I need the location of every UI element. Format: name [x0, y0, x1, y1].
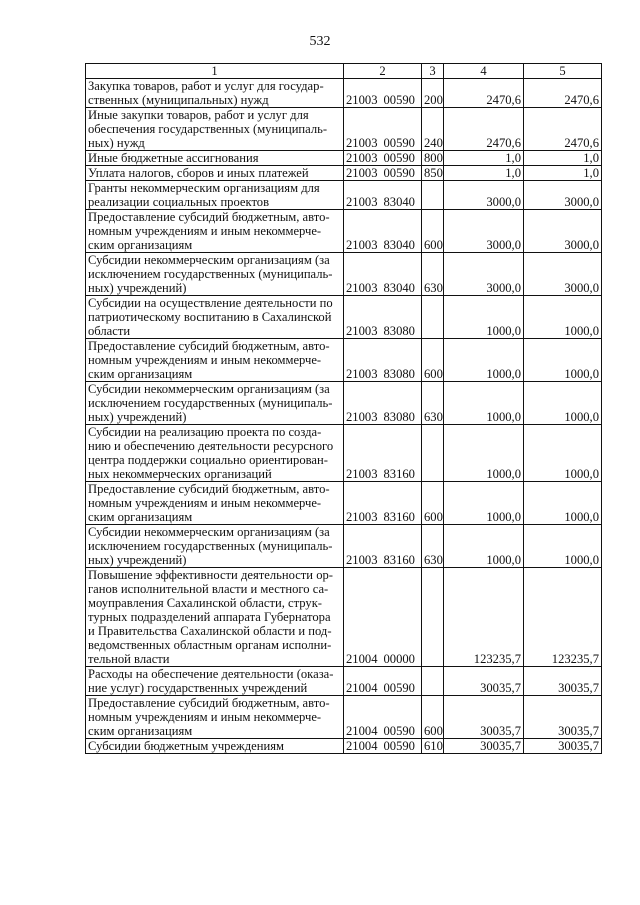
sum-col4-cell: 1000,0 — [444, 296, 524, 339]
expense-name-cell — [86, 667, 344, 696]
sum-col4-cell: 123235,7 — [444, 568, 524, 667]
sum-col4-cell: 3000,0 — [444, 210, 524, 253]
expense-name-cell — [86, 696, 344, 739]
table-row — [86, 181, 602, 210]
sum-col4-cell: 2470,6 — [444, 79, 524, 108]
expense-name-line: ных) учреждений) — [88, 553, 187, 567]
expense-name-cell — [86, 482, 344, 525]
sum-col5-cell: 1,0 — [524, 166, 602, 181]
target-article-cell — [344, 210, 422, 253]
expense-type-cell: 850 — [422, 166, 444, 181]
target-article-cell — [344, 525, 422, 568]
expense-name-line: Предоставление субсидий бюджетным, авто- — [88, 696, 330, 710]
expense-type-cell — [422, 425, 444, 482]
target-article-direction: 83160 — [383, 467, 415, 481]
table-row — [86, 253, 602, 296]
table-row — [86, 525, 602, 568]
expense-name-cell — [86, 382, 344, 425]
table-row — [86, 79, 602, 108]
table-row — [86, 425, 602, 482]
sum-col4-cell: 1000,0 — [444, 339, 524, 382]
target-article-direction: 83080 — [383, 324, 415, 338]
expense-name-line: ных) учреждений) — [88, 281, 187, 295]
expense-name-line: Субсидии некоммерческим организациям (за — [88, 525, 330, 539]
sum-col5-cell: 2470,6 — [524, 108, 602, 151]
sum-col4-cell: 2470,6 — [444, 108, 524, 151]
target-article-program: 21003 — [346, 367, 378, 381]
column-header: 5 — [524, 64, 602, 79]
target-article-program: 21003 — [346, 195, 378, 209]
expense-type-cell: 600 — [422, 696, 444, 739]
expense-name-line: области — [88, 324, 131, 338]
expense-name-line: ведомственных областным органам исполни- — [88, 638, 332, 652]
target-article-program: 21003 — [346, 93, 378, 107]
target-article-direction: 00590 — [383, 151, 415, 165]
column-header: 3 — [422, 64, 444, 79]
table-row — [86, 568, 602, 667]
expense-name-line: Иные бюджетные ассигнования — [88, 151, 259, 165]
expense-name-line: ственных (муниципальных) нужд — [88, 93, 269, 107]
target-article-cell — [344, 296, 422, 339]
table-row — [86, 667, 602, 696]
expense-type-cell — [422, 667, 444, 696]
column-header: 1 — [86, 64, 344, 79]
expense-name-line: Субсидии некоммерческим организациям (за — [88, 382, 330, 396]
sum-col5-cell: 1000,0 — [524, 296, 602, 339]
expense-type-cell: 600 — [422, 482, 444, 525]
table-row — [86, 108, 602, 151]
expense-type-cell — [422, 181, 444, 210]
sum-col4-cell: 1000,0 — [444, 525, 524, 568]
expense-name-line: номным учреждениям и иным некоммерче- — [88, 710, 322, 724]
expense-name-line: Предоставление субсидий бюджетным, авто- — [88, 482, 330, 496]
expense-name-line: Предоставление субсидий бюджетным, авто- — [88, 210, 330, 224]
sum-col5-cell: 123235,7 — [524, 568, 602, 667]
expense-name-cell — [86, 525, 344, 568]
expense-name-line: номным учреждениям и иным некоммерче- — [88, 353, 322, 367]
target-article-cell — [344, 166, 422, 181]
target-article-direction: 00590 — [383, 166, 415, 180]
expense-name-line: обеспечения государственных (муниципаль- — [88, 122, 328, 136]
target-article-program: 21003 — [346, 324, 378, 338]
target-article-direction: 00000 — [383, 652, 415, 666]
expense-name-line: номным учреждениям и иным некоммерче- — [88, 224, 322, 238]
expense-name-line: Субсидии бюджетным учреждениям — [88, 739, 284, 753]
expense-type-cell: 800 — [422, 151, 444, 166]
target-article-program: 21003 — [346, 136, 378, 150]
target-article-cell — [344, 425, 422, 482]
sum-col4-cell: 3000,0 — [444, 181, 524, 210]
expense-name-cell — [86, 425, 344, 482]
table-row — [86, 339, 602, 382]
target-article-cell — [344, 568, 422, 667]
target-article-cell — [344, 108, 422, 151]
table-row — [86, 166, 602, 181]
expense-name-line: Гранты некоммерческим организациям для — [88, 181, 320, 195]
target-article-direction: 83080 — [383, 410, 415, 424]
expense-name-line: ским организациям — [88, 238, 193, 252]
page-number: 532 — [309, 34, 331, 49]
target-article-direction: 83040 — [383, 195, 415, 209]
target-article-program: 21003 — [346, 151, 378, 165]
expense-name-line: патриотическому воспитанию в Сахалинской — [88, 310, 332, 324]
expense-name-line: Субсидии на осуществление деятельности по — [88, 296, 333, 310]
sum-col4-cell: 30035,7 — [444, 696, 524, 739]
target-article-direction: 83040 — [383, 281, 415, 295]
expense-name-line: ние услуг) государственных учреждений — [88, 681, 308, 695]
expense-name-line: моуправления Сахалинской области, струк- — [88, 596, 323, 610]
sum-col5-cell: 1000,0 — [524, 482, 602, 525]
sum-col5-cell: 30035,7 — [524, 696, 602, 739]
target-article-program: 21003 — [346, 410, 378, 424]
target-article-direction: 83080 — [383, 367, 415, 381]
target-article-program: 21004 — [346, 739, 378, 753]
expense-name-line: Закупка товаров, работ и услуг для государ- — [88, 79, 324, 93]
sum-col5-cell: 30035,7 — [524, 667, 602, 696]
target-article-cell — [344, 482, 422, 525]
table-row — [86, 482, 602, 525]
expense-type-cell: 600 — [422, 339, 444, 382]
target-article-program: 21003 — [346, 281, 378, 295]
expense-type-cell — [422, 568, 444, 667]
expense-name-line: исключением государственных (муниципаль- — [88, 267, 333, 281]
target-article-cell — [344, 181, 422, 210]
expense-name-line: реализации социальных проектов — [88, 195, 270, 209]
table-row — [86, 210, 602, 253]
target-article-cell — [344, 151, 422, 166]
sum-col4-cell: 3000,0 — [444, 253, 524, 296]
expense-type-cell: 630 — [422, 382, 444, 425]
sum-col5-cell: 1000,0 — [524, 425, 602, 482]
sum-col4-cell: 1,0 — [444, 151, 524, 166]
expense-name-cell — [86, 568, 344, 667]
sum-col4-cell: 1,0 — [444, 166, 524, 181]
target-article-program: 21003 — [346, 553, 378, 567]
expense-name-cell — [86, 108, 344, 151]
expense-name-line: ским организациям — [88, 724, 193, 738]
sum-col4-cell: 30035,7 — [444, 667, 524, 696]
target-article-direction: 83160 — [383, 510, 415, 524]
sum-col5-cell: 3000,0 — [524, 181, 602, 210]
target-article-direction: 83040 — [383, 238, 415, 252]
sum-col5-cell: 1,0 — [524, 151, 602, 166]
expense-name-line: ных) нужд — [88, 136, 145, 150]
expense-name-line: номным учреждениям и иным некоммерче- — [88, 496, 322, 510]
target-article-program: 21003 — [346, 467, 378, 481]
column-header: 4 — [444, 64, 524, 79]
column-header: 2 — [344, 64, 422, 79]
target-article-cell — [344, 667, 422, 696]
expense-name-cell — [86, 210, 344, 253]
table-row — [86, 151, 602, 166]
expense-name-line: ским организациям — [88, 367, 193, 381]
expense-name-cell — [86, 339, 344, 382]
expense-name-line: ганов исполнительной власти и местного са- — [88, 582, 329, 596]
expense-name-cell — [86, 79, 344, 108]
target-article-direction: 00590 — [383, 93, 415, 107]
expense-name-line: исключением государственных (муниципаль- — [88, 396, 333, 410]
target-article-cell — [344, 253, 422, 296]
expense-type-cell: 600 — [422, 210, 444, 253]
expense-name-line: турных подразделений аппарата Губернатора — [88, 610, 331, 624]
sum-col4-cell: 30035,7 — [444, 739, 524, 754]
sum-col5-cell: 1000,0 — [524, 339, 602, 382]
sum-col5-cell: 30035,7 — [524, 739, 602, 754]
expense-name-line: и Правительства Сахалинской области и под- — [88, 624, 332, 638]
expense-name-cell — [86, 739, 344, 754]
sum-col5-cell: 1000,0 — [524, 525, 602, 568]
expense-name-line: исключением государственных (муниципаль- — [88, 539, 333, 553]
expense-name-line: Субсидии некоммерческим организациям (за — [88, 253, 330, 267]
expense-type-cell: 240 — [422, 108, 444, 151]
expense-name-line: Субсидии на реализацию проекта по созда- — [88, 425, 322, 439]
expense-name-cell — [86, 253, 344, 296]
target-article-direction: 00590 — [383, 739, 415, 753]
sum-col4-cell: 1000,0 — [444, 482, 524, 525]
target-article-program: 21003 — [346, 166, 378, 180]
target-article-cell — [344, 696, 422, 739]
expense-name-line: Уплата налогов, сборов и иных платежей — [88, 166, 309, 180]
expense-name-cell — [86, 151, 344, 166]
sum-col4-cell: 1000,0 — [444, 425, 524, 482]
target-article-program: 21004 — [346, 681, 378, 695]
target-article-cell — [344, 739, 422, 754]
sum-col5-cell: 3000,0 — [524, 210, 602, 253]
expense-name-line: ных некоммерческих организаций — [88, 467, 272, 481]
table-row — [86, 696, 602, 739]
expense-type-cell: 610 — [422, 739, 444, 754]
expense-name-line: ных) учреждений) — [88, 410, 187, 424]
expense-name-line: Иные закупки товаров, работ и услуг для — [88, 108, 309, 122]
sum-col4-cell: 1000,0 — [444, 382, 524, 425]
expense-name-cell — [86, 296, 344, 339]
target-article-program: 21004 — [346, 652, 378, 666]
target-article-cell — [344, 339, 422, 382]
expense-name-cell — [86, 181, 344, 210]
sum-col5-cell: 1000,0 — [524, 382, 602, 425]
target-article-direction: 00590 — [383, 681, 415, 695]
expense-name-line: нию и обеспечению деятельности ресурсного — [88, 439, 334, 453]
sum-col5-cell: 3000,0 — [524, 253, 602, 296]
table-row — [86, 382, 602, 425]
table-body — [86, 79, 602, 754]
target-article-direction: 83160 — [383, 553, 415, 567]
budget-table — [85, 63, 602, 754]
target-article-direction: 00590 — [383, 136, 415, 150]
target-article-direction: 00590 — [383, 724, 415, 738]
expense-type-cell: 200 — [422, 79, 444, 108]
expense-name-line: Расходы на обеспечение деятельности (оказа- — [88, 667, 334, 681]
target-article-program: 21004 — [346, 724, 378, 738]
expense-type-cell: 630 — [422, 253, 444, 296]
expense-name-line: ским организациям — [88, 510, 193, 524]
expense-name-line: Повышение эффективности деятельности ор- — [88, 568, 333, 582]
expense-name-line: тельной власти — [88, 652, 170, 666]
target-article-program: 21003 — [346, 238, 378, 252]
expense-type-cell: 630 — [422, 525, 444, 568]
sum-col5-cell: 2470,6 — [524, 79, 602, 108]
table-header-row — [86, 64, 602, 79]
target-article-cell — [344, 382, 422, 425]
expense-name-line: Предоставление субсидий бюджетным, авто- — [88, 339, 330, 353]
expense-name-line: центра поддержки социально ориентирован- — [88, 453, 328, 467]
table-row — [86, 739, 602, 754]
table-row — [86, 296, 602, 339]
expense-type-cell — [422, 296, 444, 339]
expense-name-cell — [86, 166, 344, 181]
target-article-program: 21003 — [346, 510, 378, 524]
target-article-cell — [344, 79, 422, 108]
